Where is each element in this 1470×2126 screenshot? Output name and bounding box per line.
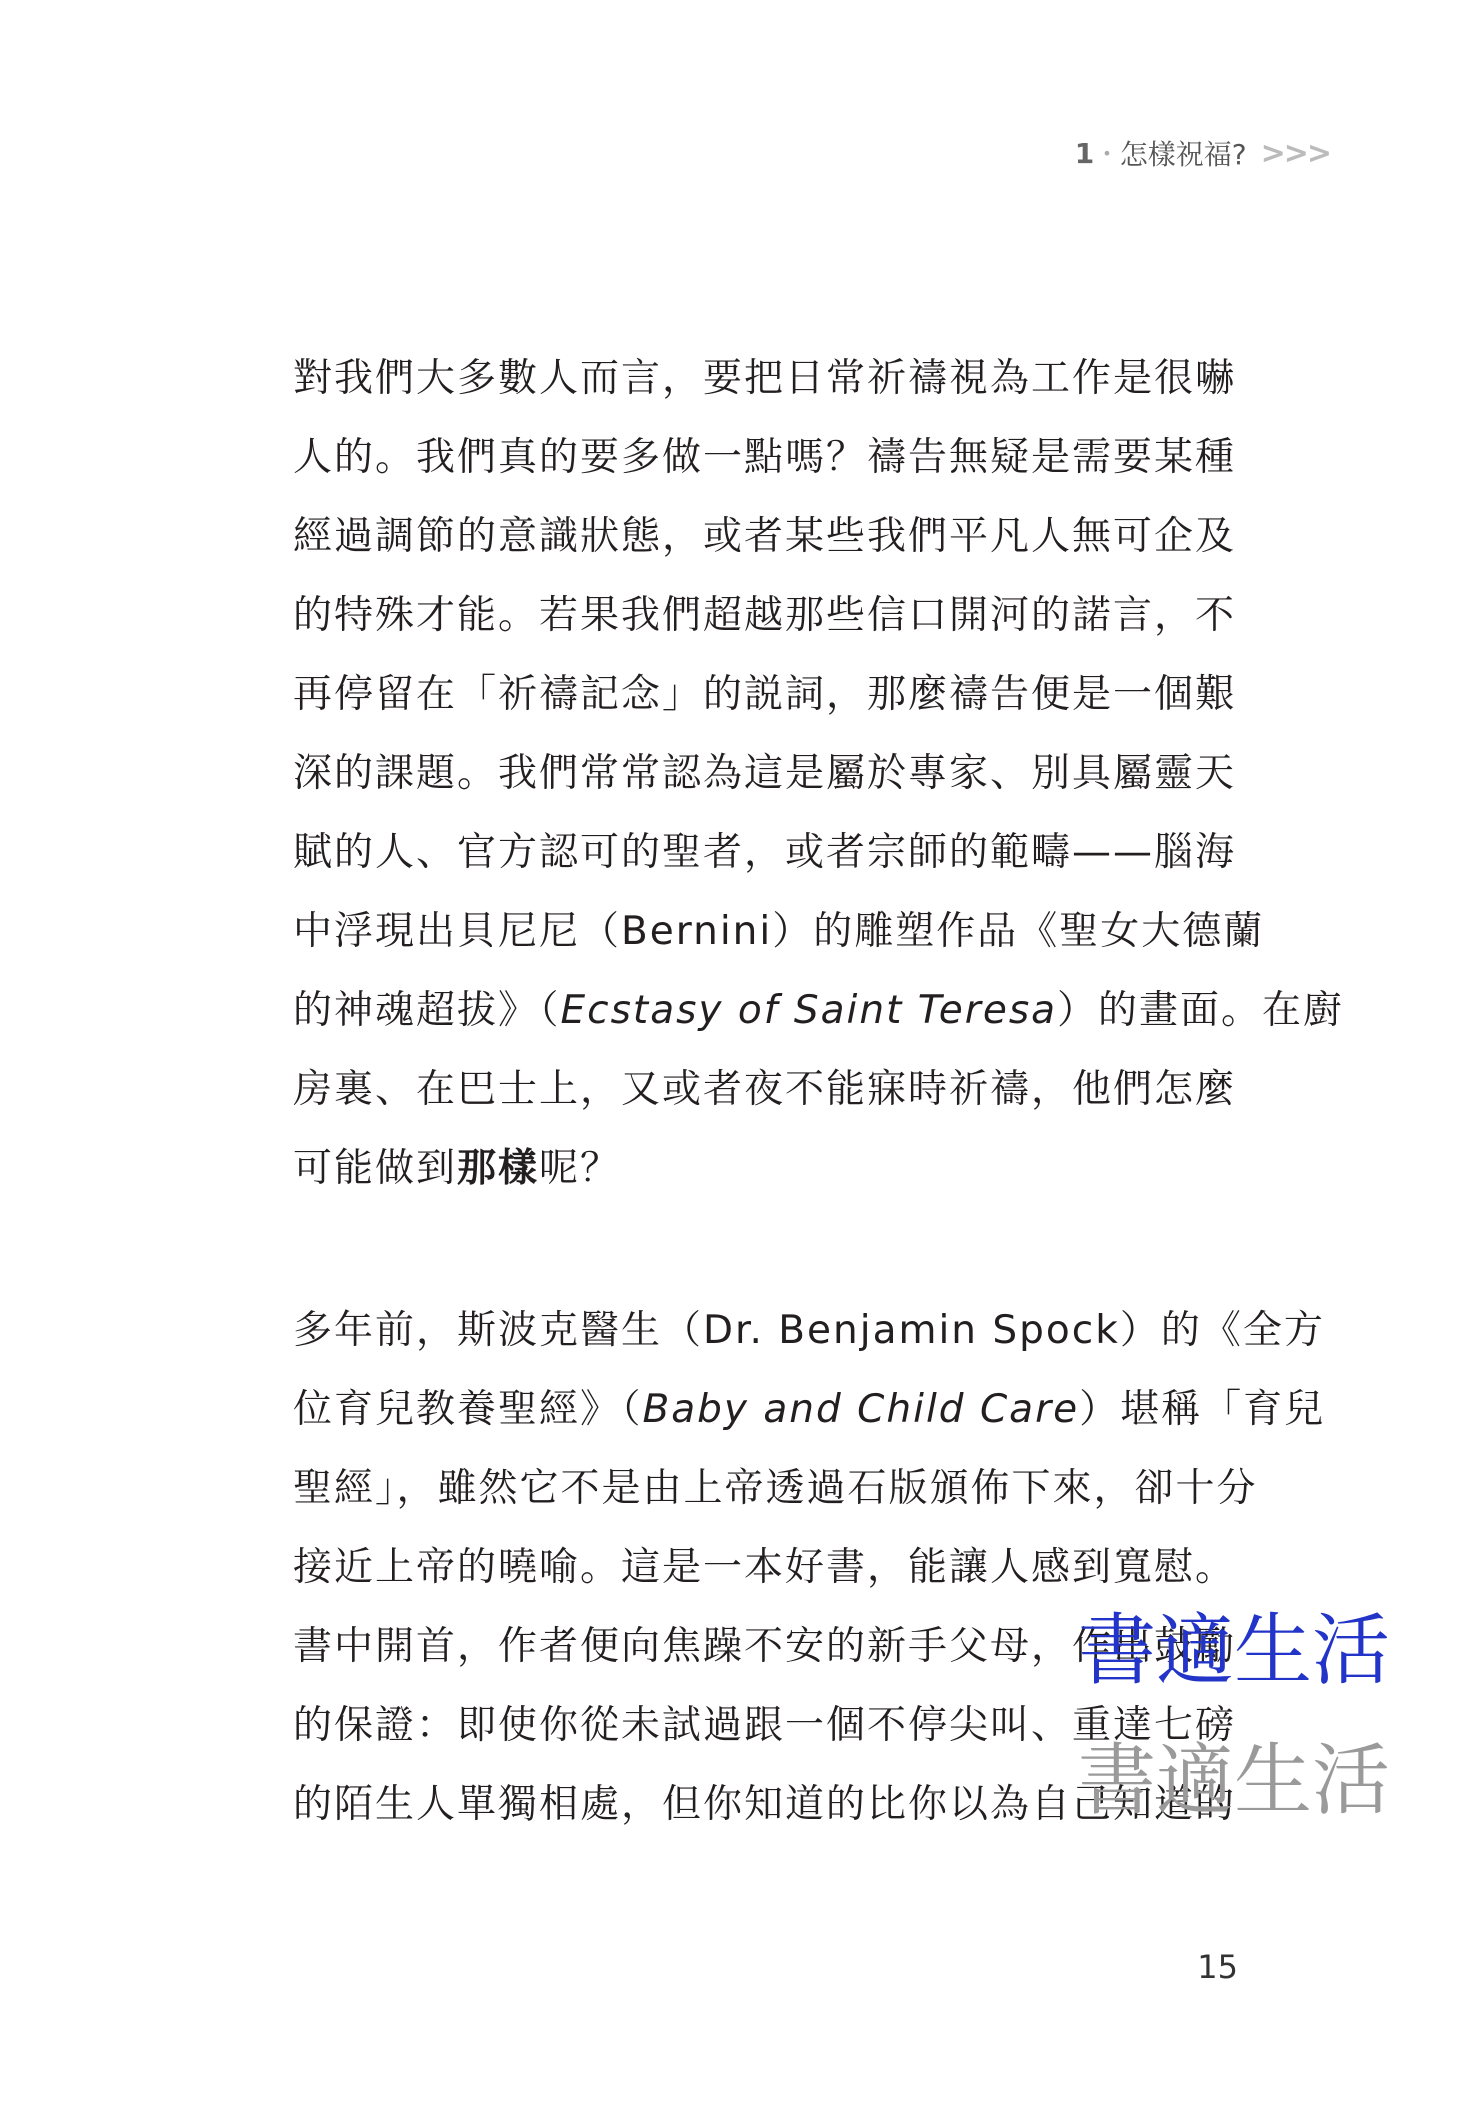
chapter-title: 怎樣祝福? <box>1119 138 1247 171</box>
text-span: 可能做到 <box>293 1146 458 1191</box>
text-line: 的陌生人單獨相處，但你知道的比你以為自己知道的 <box>293 1782 1237 1827</box>
text-line: 再停留在「祈禱記念」的説詞，那麼禱告便是一個艱 <box>293 672 1237 717</box>
watermark-grey: 書適生活 <box>1077 1736 1390 1826</box>
text-line: 經過調節的意識狀態，或者某些我們平凡人無可企及 <box>293 514 1237 559</box>
text-line: 書中開首，作者便向焦躁不安的新手父母，作出鼓勵 <box>293 1624 1237 1669</box>
italic-title: Ecstasy of Saint Teresa <box>560 988 1058 1033</box>
text-line: 的保證：即使你從未試過跟一個不停尖叫、重達七磅 <box>293 1703 1237 1748</box>
text-line: 人的。我們真的要多做一點嗎？禱告無疑是需要某種 <box>293 435 1237 480</box>
text-line: 深的課題。我們常常認為這是屬於專家、別具屬靈天 <box>293 751 1237 796</box>
watermark-blue: 書適生活 <box>1077 1606 1390 1696</box>
text-line: 中浮現出貝尼尼（Bernini）的雕塑作品《聖女大德蘭 <box>293 909 1265 954</box>
text-span: ）的畫面。在廚 <box>1057 988 1345 1033</box>
text-span: 呢？ <box>539 1146 622 1191</box>
text-line: 聖經」，雖然它不是由上帝透過石版頒佈下來，卻十分 <box>293 1466 1258 1511</box>
page-number: 15 <box>1197 1948 1238 1986</box>
text-span: ）堪稱「育兒 <box>1079 1387 1326 1432</box>
text-span: 的神魂超拔》（ <box>293 988 561 1033</box>
text-line <box>293 971 1345 1050</box>
text-line: 房裏、在巴士上，又或者夜不能寐時祈禱，他們怎麼 <box>293 1067 1237 1112</box>
bold-emphasis: 那樣 <box>457 1146 540 1191</box>
text-line: 賦的人、官方認可的聖者，或者宗師的範疇——腦海 <box>293 830 1237 875</box>
running-header <box>1075 133 1330 173</box>
arrows-icon: >>> <box>1260 135 1330 171</box>
chapter-number: 1 <box>1074 136 1095 170</box>
text-line <box>293 1370 1326 1449</box>
text-line: 的特殊才能。若果我們超越那些信口開河的諾言，不 <box>293 593 1237 638</box>
text-line: 多年前，斯波克醫生（Dr. Benjamin Spock）的《全方 <box>293 1308 1325 1353</box>
text-line: 對我們大多數人而言，要把日常祈禱視為工作是很嚇 <box>293 356 1237 401</box>
italic-title: Baby and Child Care <box>642 1387 1080 1432</box>
text-span: 位育兒教養聖經》（ <box>293 1387 643 1432</box>
text-line <box>293 1129 1238 1208</box>
text-line: 接近上帝的曉喻。這是一本好書，能讓人感到寬慰。 <box>293 1545 1237 1590</box>
paragraph-1 <box>293 339 1345 1208</box>
separator-dot: • <box>1102 143 1112 163</box>
